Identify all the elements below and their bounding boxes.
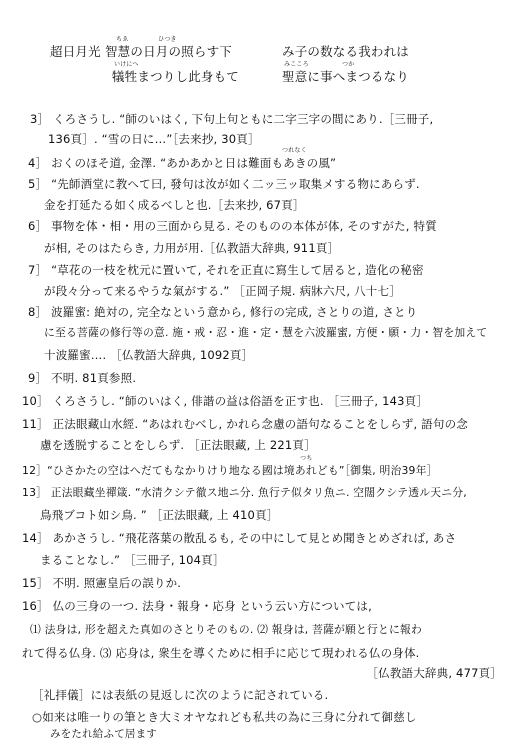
furigana-hitsuki: ひつき <box>158 36 177 43</box>
note-16-line-1: 16］ 仏の三身の一つ. 法身・報身・応身 という云い方については, <box>22 599 372 613</box>
furigana-mikokoro: みこころ <box>284 61 309 68</box>
note-16-line-2: ⑴ 法身は, 形を超えた真如のさとりそのもの. ⑵ 報身は, 菩薩が願と行とに報わ <box>30 623 422 636</box>
note-17-line-3: みをたれ給ふて居ます <box>50 728 157 740</box>
note-17-line-2: ○如来は唯一りの筆とき大ミオヤなれども私共の為に三身に分れて御慈し <box>32 710 417 724</box>
note-16-citation: ［仏教語大辞典, 477頁］ <box>366 666 502 680</box>
note-3-line-1: 3］ くろさうし. “師のいはく, 下句上句ともに二字三字の間にあり.［三冊子, <box>30 112 434 126</box>
poem-line-1-left: 超日月光 智慧の日月の照らす下 <box>50 44 232 59</box>
note-7-line-2: が段々分って来るやうな氣がする.” ［正岡子規. 病牀六尺, 八十七］ <box>44 284 401 298</box>
poem-line-2-right: 聖意に事へまつるなり <box>282 69 410 84</box>
note-8-line-3: 十波羅蜜…. ［仏教語大辞典, 1092頁］ <box>44 348 254 362</box>
note-6-line-2: が相, そのはたらき, 力用が用.［仏教語大辞典, 911頁］ <box>44 241 340 255</box>
note-4: 4］ おくのほそ道, 金澤. “あかあかと日は難面もあきの風” <box>28 156 337 170</box>
note-6-line-1: 6］ 事物を体・相・用の三面から見る. そのものの本体が体, そのすがた, 特質 <box>28 219 437 233</box>
note-12: 12］“ひさかたの空はへだてもなかりけり地なる國は境あれども”［御集, 明治39年］ <box>22 464 438 477</box>
furigana-ikenie: いけにへ <box>114 61 139 68</box>
note-13-line-1: 13］ 正法眼藏坐禪箴. “水清クシテ徹ス地ニ分. 魚行テ似タリ魚ニ. 空闊クシテ透ル天ニ分, <box>22 486 467 499</box>
poem-line-1-right: み子の数なる我われは <box>282 44 410 59</box>
note-8-line-2: に至る菩薩の修行等の意. 施・戒・忍・進・定・慧を六波羅蜜, 方便・願・力・智を加えて <box>44 326 488 339</box>
note-11-line-1: 11］ 正法眼藏山水經. “あはれむべし, かれら念慮の語句なることをしらず, 語句の念 <box>22 417 468 431</box>
note-14-line-1: 14］ あかさうし. “飛花落葉の散乱るも, その中にして見とめ聞きとめざれば, あさ <box>22 531 457 545</box>
note-16-line-3: れて得る仏身. ⑶ 応身は, 衆生を導くために相手に応じて現われる仏の身体. <box>22 646 420 660</box>
poem-line-2-left: 犠牲まつりし此身もて <box>112 69 240 84</box>
note-15: 15］ 不明. 照憲皇后の誤りか. <box>22 576 182 590</box>
note-5-line-2: 金を打延たる如く成るべしと也.［去来抄, 67頁］ <box>44 198 305 212</box>
note-11-line-2: 慮を透脱することをしらず. ［正法眼藏, 上 221頁］ <box>40 438 316 452</box>
note-4-furigana: つれなく <box>282 147 307 154</box>
note-5-line-1: 5］ “先師酒堂に教へて曰, 發句は汝が如く二ッ三ッ取集メする物にあらず. <box>28 177 420 191</box>
note-13-line-2: 鳥飛ブコト如シ鳥. ” ［正法眼藏, 上 410頁］ <box>40 508 279 522</box>
furigana-tsukae: つか <box>342 61 355 68</box>
note-17-line-1: ［礼拝儀］には表紙の見返しに次のように記されている. <box>32 688 329 702</box>
note-3-line-2: 136頁］. “雪の日に…”［去来抄, 30頁］ <box>48 132 260 146</box>
note-10: 10］ くろさうし. “師のいはく, 俳諧の益は俗語を正す也. ［三冊子, 143頁］ <box>22 394 429 408</box>
note-14-line-2: まることなし.” ［三冊子, 104頁］ <box>40 553 225 567</box>
note-9: 9］ 不明. 81頁参照. <box>28 371 137 385</box>
note-12-furigana: つち <box>300 455 313 462</box>
note-8-line-1: 8］ 波羅蜜: 絶対の, 完全なという意から, 修行の完成, さとりの道, さとり <box>28 305 418 319</box>
note-7-line-1: 7］ “草花の一枝を枕元に置いて, それを正直に寫生して居ると, 造化の秘密 <box>28 263 424 277</box>
furigana-chie: ちゑ <box>116 36 129 43</box>
